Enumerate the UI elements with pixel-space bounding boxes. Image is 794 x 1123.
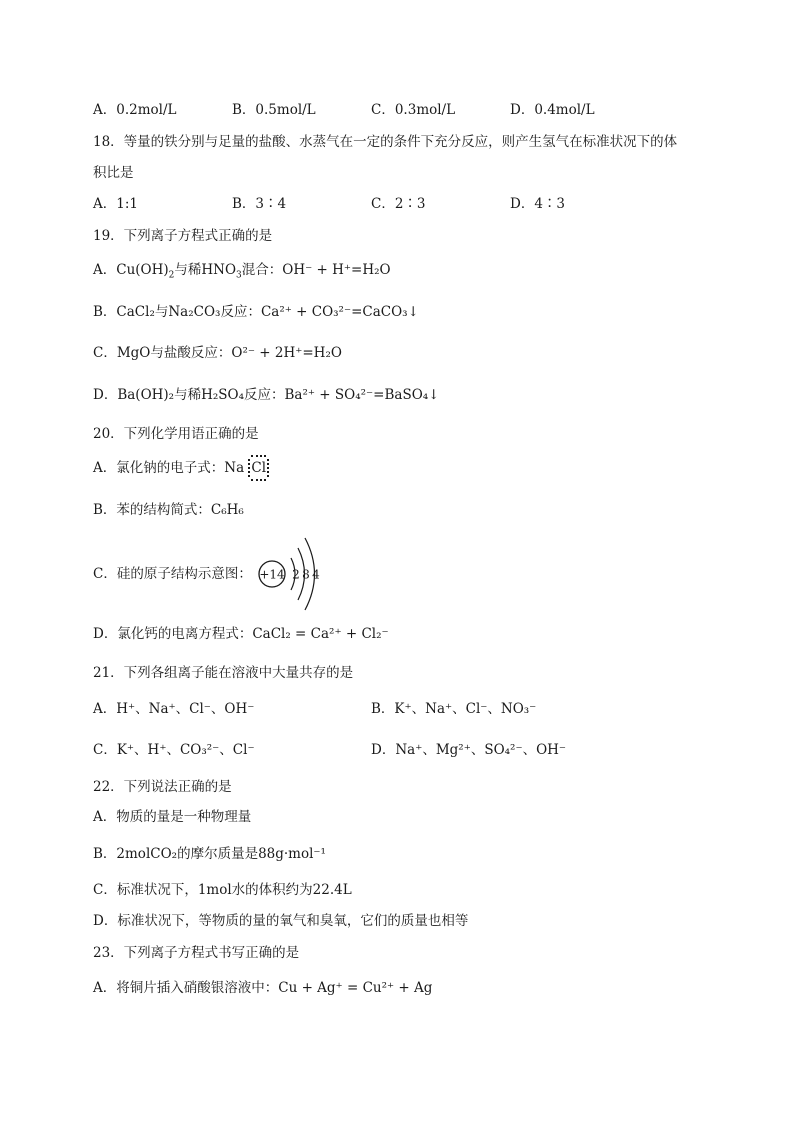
option-text: 标准状况下，等物质的量的氧气和臭氧，它们的质量也相等 — [117, 913, 469, 929]
option-letter: D． — [371, 742, 396, 758]
q19-option-a — [93, 260, 391, 280]
option-letter: B． — [93, 304, 117, 320]
subscript: 3 — [236, 270, 242, 281]
option-letter: D． — [93, 387, 118, 403]
shell-count-3: 4 — [312, 567, 320, 582]
q18-option-d — [510, 194, 565, 214]
option-letter: C． — [93, 742, 117, 758]
q17-option-a — [93, 100, 176, 120]
option-letter: C． — [93, 566, 117, 582]
q20-option-d — [93, 624, 389, 644]
q17-option-c — [371, 100, 455, 120]
option-text: Na⁺、Mg²⁺、SO₄²⁻、OH⁻ — [395, 742, 567, 758]
option-text: 3∶4 — [255, 196, 287, 212]
q20-option-a — [93, 458, 269, 478]
option-letter: B． — [93, 502, 117, 518]
q20-stem: 20．下列化学用语正确的是 — [93, 426, 259, 442]
option-text: Ba(OH)₂与稀H₂SO₄反应：Ba²⁺ + SO₄²⁻=BaSO₄↓ — [117, 387, 440, 403]
option-letter: D． — [510, 102, 535, 118]
option-letter: A． — [93, 460, 117, 476]
q19-option-b — [93, 302, 419, 322]
option-text: 2∶3 — [394, 196, 426, 212]
option-text: 0.5mol/L — [255, 102, 316, 118]
option-text: 苯的结构简式：C₆H₆ — [116, 502, 244, 518]
option-text: 2molCO₂的摩尔质量是88g·mol⁻¹ — [116, 846, 326, 862]
option-text: 混合：OH⁻ + H⁺=H₂O — [241, 262, 391, 278]
option-letter: C． — [371, 196, 395, 212]
option-letter: D． — [93, 626, 118, 642]
option-letter: B． — [93, 846, 117, 862]
nucleus-label: +14 — [259, 567, 285, 582]
q22-option-d — [93, 911, 468, 931]
option-letter: B． — [232, 196, 256, 212]
option-letter: A． — [93, 262, 117, 278]
q21-option-b — [371, 699, 536, 719]
option-text: H⁺、Na⁺、Cl⁻、OH⁻ — [116, 701, 255, 717]
q18-stem-line2: 积比是 — [93, 165, 134, 181]
option-letter: A． — [93, 196, 117, 212]
option-text: CaCl₂与Na₂CO₃反应：Ca²⁺ + CO₃²⁻=CaCO₃↓ — [116, 304, 419, 320]
q18-option-c — [371, 194, 426, 214]
option-text: MgO与盐酸反应：O²⁻ + 2H⁺=H₂O — [116, 345, 342, 361]
q21-option-a — [93, 699, 254, 719]
q18-stem-line1: 18．等量的铁分别与足量的盐酸、水蒸气在一定的条件下充分反应，则产生氢气在标准状况下的体 — [93, 134, 678, 150]
option-letter: C． — [93, 882, 117, 898]
q21-stem: 21．下列各组离子能在溶液中大量共存的是 — [93, 665, 354, 681]
q20-option-b — [93, 500, 244, 520]
q19-stem: 19．下列离子方程式正确的是 — [93, 228, 273, 244]
option-text: 氯化钙的电离方程式：CaCl₂ = Ca²⁺ + Cl₂⁻ — [117, 626, 389, 642]
q18-option-b — [232, 194, 286, 214]
option-text: 标准状况下，1mol水的体积约为22.4L — [116, 882, 352, 898]
option-letter: B． — [232, 102, 256, 118]
q19-option-c — [93, 343, 342, 363]
shell-count-2: 8 — [302, 567, 310, 582]
electron-formula-na: Na — [224, 460, 245, 476]
option-text: 0.4mol/L — [534, 102, 595, 118]
option-text: K⁺、Na⁺、Cl⁻、NO₃⁻ — [394, 701, 537, 717]
option-text: 将铜片插入硝酸银溶液中：Cu + Ag⁺ = Cu²⁺ + Ag — [116, 980, 433, 996]
q19-option-d — [93, 385, 439, 405]
formula-part: Cu(OH) — [116, 262, 169, 278]
q22-stem: 22．下列说法正确的是 — [93, 779, 232, 795]
option-text: 氯化钠的电子式： — [116, 460, 225, 476]
option-letter: C． — [93, 345, 117, 361]
option-letter: D． — [93, 913, 118, 929]
option-letter: D． — [510, 196, 535, 212]
q23-option-a — [93, 978, 432, 998]
option-text: 物质的量是一种物理量 — [116, 809, 252, 825]
formula-part: 与稀HNO — [174, 262, 237, 278]
q21-option-c — [93, 740, 255, 760]
q20-option-c — [93, 564, 252, 584]
option-text: 硅的原子结构示意图： — [116, 566, 252, 582]
option-text: 1:1 — [116, 196, 138, 212]
option-text: 0.3mol/L — [394, 102, 456, 118]
electron-formula-cl — [248, 458, 269, 478]
subscript: 2 — [168, 270, 175, 281]
silicon-atom-diagram — [258, 536, 338, 612]
option-letter: C． — [371, 102, 395, 118]
option-text: 4∶3 — [534, 196, 566, 212]
option-letter: A． — [93, 809, 117, 825]
q22-option-c — [93, 880, 352, 900]
q22-option-a — [93, 807, 251, 827]
q17-option-b — [232, 100, 316, 120]
cl-symbol: Cl — [251, 460, 267, 476]
option-text: 0.2mol/L — [116, 102, 177, 118]
q22-option-b — [93, 844, 326, 864]
option-letter: A． — [93, 701, 117, 717]
q18-option-a — [93, 194, 138, 214]
option-letter: B． — [371, 701, 395, 717]
option-text: K⁺、H⁺、CO₃²⁻、Cl⁻ — [116, 742, 255, 758]
option-letter: A． — [93, 980, 117, 996]
q17-option-d — [510, 100, 595, 120]
option-letter: A． — [93, 102, 117, 118]
shell-count-1: 2 — [292, 567, 300, 582]
q21-option-d — [371, 740, 566, 760]
q23-stem: 23．下列离子方程式书写正确的是 — [93, 945, 300, 961]
